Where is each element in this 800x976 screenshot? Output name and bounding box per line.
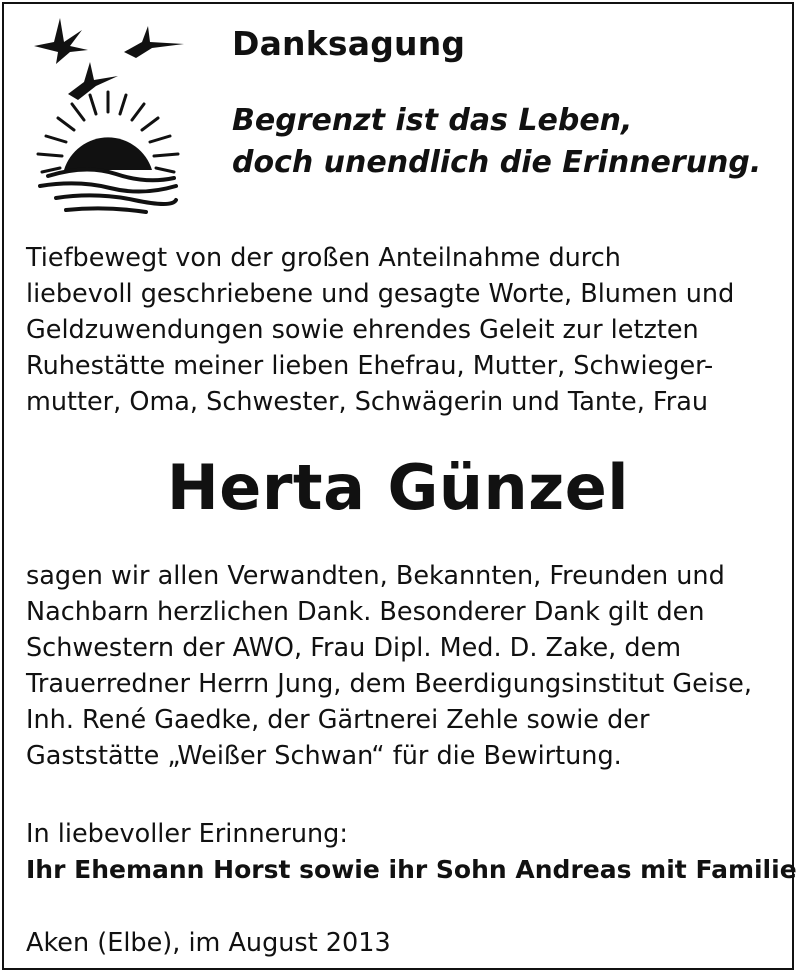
thanks-paragraph <box>26 558 752 774</box>
text-line: Nachbarn herzlichen Dank. Besonderer Dank gilt den <box>26 597 705 627</box>
motto-line: Begrenzt ist das Leben, <box>232 103 633 138</box>
text-line: mutter, Oma, Schwester, Schwägerin und Tante, Frau <box>26 387 709 417</box>
text-line: Tiefbewegt von der großen Anteilnahme durch <box>26 243 621 273</box>
text-line: Gaststätte „Weißer Schwan“ für die Bewirtung. <box>26 741 622 771</box>
motto-line: doch unendlich die Erinnerung. <box>232 145 762 180</box>
text-line: sagen wir allen Verwandten, Bekannten, Freunden und <box>26 561 725 591</box>
text-line: Inh. René Gaedke, der Gärtnerei Zehle sowie der <box>26 705 650 735</box>
text-line: liebevoll geschriebene und gesagte Worte, Blumen und <box>26 279 735 309</box>
text-line: Trauerredner Herrn Jung, dem Beerdigungsinstitut Geise, <box>26 669 752 699</box>
text-line: Geldzuwendungen sowie ehrendes Geleit zur letzten <box>26 315 699 345</box>
signature: Ihr Ehemann Horst sowie ihr Sohn Andreas mit Familie <box>26 855 797 884</box>
text-line: Schwestern der AWO, Frau Dipl. Med. D. Zake, dem <box>26 633 682 663</box>
intro-paragraph <box>26 240 734 420</box>
deceased-name: Herta Günzel <box>166 451 630 524</box>
place-date: Aken (Elbe), im August 2013 <box>26 928 391 958</box>
closing-line: In liebevoller Erinnerung: <box>26 819 348 849</box>
text-line: Ruhestätte meiner lieben Ehefrau, Mutter, Schwieger- <box>26 351 714 381</box>
notice-title: Danksagung <box>232 24 466 63</box>
motto <box>232 100 761 184</box>
birds-sunset-icon <box>26 12 186 217</box>
